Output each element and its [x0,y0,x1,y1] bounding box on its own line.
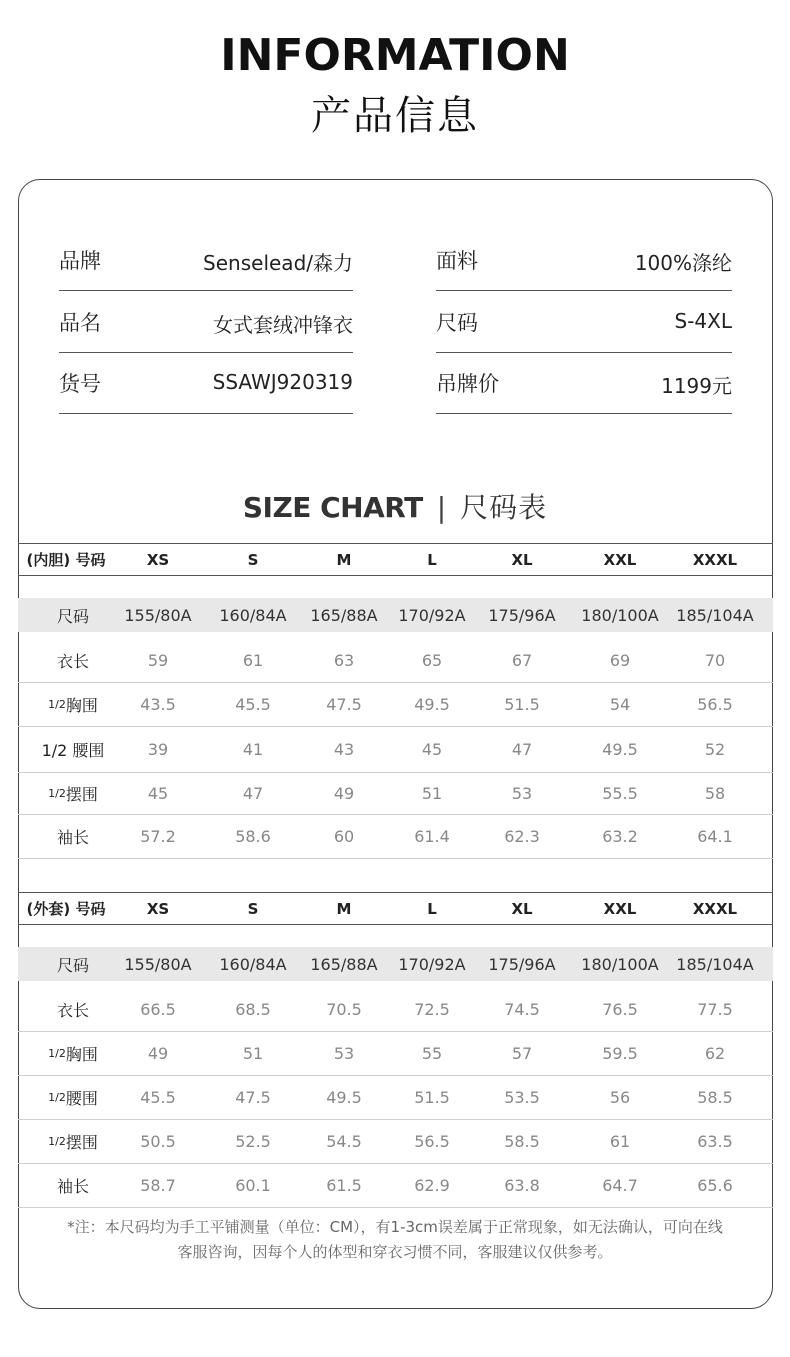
table-row [18,683,773,727]
table-cell: 165/88A [310,954,378,974]
row-label-text: 胸围 [65,1045,98,1064]
size-header-cell: L [427,899,437,918]
row-label-text: 摆围 [65,785,98,804]
table-cell: 43 [333,740,355,759]
table-cell: 74.5 [504,1000,540,1019]
row-label-prefix: 1/2 [48,1135,66,1148]
table-cell: 45 [421,740,443,759]
row-label [23,1032,123,1075]
table-cell: 56 [609,1088,631,1107]
size-header-label: (内胆) 号码 [26,551,106,569]
table-cell: 59 [147,651,169,670]
info-key: 尺码 [436,311,478,335]
table-cell: 180/100A [581,954,659,974]
table-cell: 62.9 [414,1176,450,1195]
table-cell: 63.8 [504,1176,540,1195]
size-header-cell: XXXL [692,899,738,918]
table-row [18,773,773,815]
table-cell: 47.5 [326,695,362,714]
info-value: SSAWJ920319 [212,370,353,394]
table-cell: 55.5 [602,784,638,803]
table-cell: 41 [242,740,264,759]
table-cell: 52 [704,740,726,759]
info-name [59,291,353,353]
size-header-label: (外套) 号码 [26,900,106,918]
table-cell: 54 [609,695,631,714]
size-header-cell: L [427,550,437,569]
row-label: 袖长 [56,1177,89,1196]
page-title-en: INFORMATION [220,30,570,81]
table-cell: 39 [147,740,169,759]
row-label: 尺码 [56,606,89,626]
table-cell: 72.5 [414,1000,450,1019]
size-header-cell: XXL [603,899,637,918]
page-title-cn: 产品信息 [311,93,479,139]
table-cell: 47 [242,784,264,803]
table-cell: 165/88A [310,605,378,625]
row-label: 衣长 [56,1001,89,1020]
table-cell: 47 [511,740,533,759]
table-cell: 55 [421,1044,443,1063]
table-row [18,1032,773,1076]
size-chart-title-cn: 尺码表 [460,491,548,524]
size-header-row [18,892,773,925]
table-cell: 160/84A [219,605,287,625]
table-cell: 62 [704,1044,726,1063]
table-cell: 170/92A [398,954,466,974]
table-cell: 185/104A [676,605,754,625]
table-cell: 68.5 [235,1000,271,1019]
size-header-cell: XS [146,550,170,569]
size-chart-title-sep: | [436,491,447,524]
table-cell: 45.5 [235,695,271,714]
table-cell: 58.5 [697,1088,733,1107]
info-key: 面料 [436,249,478,273]
table-cell: 60.1 [235,1176,271,1195]
note-line-1: *注：本尺码均为手工平铺测量（单位：CM），有1-3cm误差属于正常现象，如无法确认，可向在线 [67,1218,723,1236]
row-label-prefix: 1/2 [48,1047,66,1060]
size-header-cell: S [247,899,259,918]
size-header-cell: XL [511,899,533,918]
table-cell: 52.5 [235,1132,271,1151]
row-label-text: 胸围 [65,696,98,715]
table-cell: 65.6 [697,1176,733,1195]
row-label [23,773,123,814]
table-cell: 155/80A [124,605,192,625]
table-cell: 58.5 [504,1132,540,1151]
table-cell: 53 [511,784,533,803]
info-key: 货号 [59,372,101,396]
table-cell: 61 [609,1132,631,1151]
info-value: 女式套绒冲锋衣 [213,313,353,337]
row-label-text: 腰围 [65,1089,98,1108]
table-cell: 62.3 [504,827,540,846]
info-fabric [436,229,732,291]
table-cell: 49 [333,784,355,803]
size-chart-title-en: SIZE CHART [242,491,423,524]
table-row [18,727,773,773]
table-cell: 56.5 [414,1132,450,1151]
table-cell: 45.5 [140,1088,176,1107]
table-cell: 47.5 [235,1088,271,1107]
row-label [23,1076,123,1119]
table-cell: 56.5 [697,695,733,714]
table-cell: 63 [333,651,355,670]
size-header-row [18,543,773,576]
table-cell: 155/80A [124,954,192,974]
row-label-prefix: 1/2 [48,787,66,800]
table-row [18,815,773,859]
row-label-prefix: 1/2 [48,698,66,711]
table-cell: 70 [704,651,726,670]
table-cell: 49 [147,1044,169,1063]
table-row [18,947,773,981]
row-label-prefix: 1/2 [48,1091,66,1104]
table-cell: 51.5 [504,695,540,714]
table-cell: 170/92A [398,605,466,625]
info-brand [59,229,353,291]
size-header-cell: M [336,899,352,918]
table-cell: 43.5 [140,695,176,714]
note-line-2: 客服咨询，因每个人的体型和穿衣习惯不同，客服建议仅供参考。 [177,1243,613,1261]
table-row [18,988,773,1032]
table-cell: 58 [704,784,726,803]
table-cell: 180/100A [581,605,659,625]
size-header-cell: XXL [603,550,637,569]
table-cell: 54.5 [326,1132,362,1151]
table-cell: 57.2 [140,827,176,846]
table-cell: 53 [333,1044,355,1063]
table-cell: 51 [242,1044,264,1063]
table-cell: 58.7 [140,1176,176,1195]
info-price [436,352,732,414]
row-label-text: 摆围 [65,1133,98,1152]
table-cell: 76.5 [602,1000,638,1019]
info-sku [59,352,353,414]
info-value: S-4XL [674,309,732,333]
table-row [18,639,773,683]
table-cell: 160/84A [219,954,287,974]
table-cell: 60 [333,827,355,846]
row-label: 袖长 [56,828,89,847]
size-chart-title [0,486,790,526]
info-value: 1199元 [661,374,732,398]
table-cell: 175/96A [488,605,556,625]
table-cell: 63.2 [602,827,638,846]
size-header-cell: XXXL [692,550,738,569]
table-cell: 67 [511,651,533,670]
table-cell: 59.5 [602,1044,638,1063]
table-cell: 58.6 [235,827,271,846]
table-cell: 53.5 [504,1088,540,1107]
table-cell: 64.1 [697,827,733,846]
table-cell: 57 [511,1044,533,1063]
row-label [23,683,123,726]
info-key: 吊牌价 [436,372,499,396]
table-cell: 61.4 [414,827,450,846]
info-size [436,291,732,353]
table-row [18,1120,773,1164]
measurement-note [0,1215,790,1265]
size-header-cell: S [247,550,259,569]
table-cell: 45 [147,784,169,803]
info-key: 品名 [59,311,101,335]
table-cell: 63.5 [697,1132,733,1151]
info-value: 100%涤纶 [634,251,732,275]
size-header-cell: XL [511,550,533,569]
table-cell: 49.5 [602,740,638,759]
table-row [18,1076,773,1120]
table-cell: 49.5 [326,1088,362,1107]
table-cell: 61 [242,651,264,670]
table-cell: 77.5 [697,1000,733,1019]
table-cell: 70.5 [326,1000,362,1019]
info-value: Senselead/森力 [203,251,353,275]
row-label: 1/2 腰围 [41,741,105,760]
table-cell: 66.5 [140,1000,176,1019]
row-label: 尺码 [56,955,89,975]
table-cell: 175/96A [488,954,556,974]
table-cell: 64.7 [602,1176,638,1195]
table-cell: 65 [421,651,443,670]
table-row [18,598,773,632]
table-cell: 51.5 [414,1088,450,1107]
info-key: 品牌 [59,249,101,273]
table-cell: 69 [609,651,631,670]
table-row [18,1164,773,1208]
row-label: 衣长 [56,652,89,671]
row-label [23,1120,123,1163]
table-cell: 50.5 [140,1132,176,1151]
size-header-cell: XS [146,899,170,918]
size-header-cell: M [336,550,352,569]
table-cell: 185/104A [676,954,754,974]
table-cell: 49.5 [414,695,450,714]
table-cell: 51 [421,784,443,803]
table-cell: 61.5 [326,1176,362,1195]
